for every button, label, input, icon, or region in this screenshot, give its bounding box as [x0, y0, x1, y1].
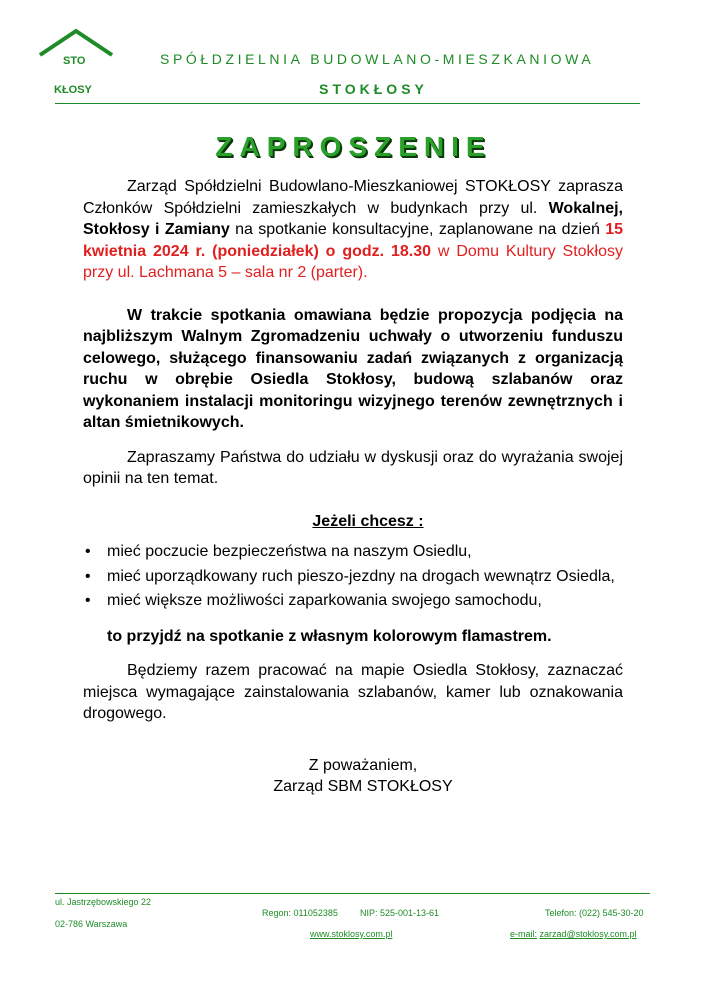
list-item: • mieć większe możliwości zaparkowania swojego samochodu, [83, 590, 623, 612]
list-item: • mieć poczucie bezpieczeństwa na naszym Osiedlu, [83, 541, 623, 563]
letter-body [83, 176, 623, 798]
header-divider [55, 103, 640, 104]
work-note-paragraph: Będziemy razem pracować na mapie Osiedla Stokłosy, zaznaczać miejsca wymagające zainstalowania szlabanów, kamer lub oznakowania drogowego. [83, 662, 623, 722]
meeting-date-time: 15 kwietnia 2024 r. (poniedziałek) o godz. 18.30 [83, 221, 624, 260]
footer-regon: Regon: 011052385 [262, 908, 338, 918]
invite-paragraph: Zapraszamy Państwa do udziału w dyskusji oraz do wyrażania swojej opinii na ten temat. [83, 448, 623, 487]
conditions-heading: Jeżeli chcesz : [312, 512, 424, 530]
signature-name: Zarząd SBM STOKŁOSY [273, 778, 453, 795]
intro-text-2: na spotkanie konsultacyjne, zaplanowane na dzień [229, 221, 606, 238]
document-title: ZAPROSZENIE [215, 131, 492, 162]
footer-email [510, 929, 637, 939]
footer-email-link[interactable]: zarzad@stoklosy.com.pl [539, 929, 637, 939]
footer-website-link[interactable]: www.stoklosy.com.pl [310, 929, 393, 939]
organization-short-name: STOKŁOSY [319, 81, 428, 97]
intro-paragraph [83, 176, 623, 284]
logo-text-bottom: KŁOSY [54, 84, 92, 96]
call-to-action: to przyjdź na spotkanie z własnym kolorowym flamastrem. [107, 627, 552, 645]
footer-divider [55, 893, 650, 894]
footer-phone: Telefon: (022) 545-30-20 [545, 908, 644, 918]
footer-email-label: e-mail: [510, 929, 538, 939]
topic-paragraph: W trakcie spotkania omawiana będzie propozycja podjęcia na najbliższym Walnym Zgromadzeniu uchwały o utworzeniu funduszu celowego, służącego finansowaniu zadań związanych z organizacją ruchu w obrębie Osiedla Stokłosy, budową szlabanów oraz wykonaniem instalacji monitoringu wizyjnego terenów zewnętrznych i altan śmietnikowych. [83, 306, 623, 431]
logo-text-top: STO [63, 55, 86, 67]
meeting-place: w Domu Kultury Stokłosy przy ul. Lachmana 5 – sala nr 2 (parter). [83, 242, 624, 281]
signature-closing: Z poważaniem, [308, 756, 418, 774]
footer-nip: NIP: 525-001-13-61 [360, 908, 440, 918]
intro-streets: Wokalnej, Stokłosy i Zamiany [83, 199, 623, 238]
conditions-list [83, 541, 623, 612]
organization-name: SPÓŁDZIELNIA BUDOWLANO-MIESZKANIOWA [160, 51, 595, 67]
list-item: • mieć uporządkowany ruch pieszo-jezdny na drogach wewnątrz Osiedla, [83, 566, 623, 588]
footer-postcode: 02-786 Warszawa [55, 919, 128, 929]
intro-text-1: Zarząd Spółdzielni Budowlano-Mieszkaniowej STOKŁOSY zaprasza Członków Spółdzielni zamieszkałych w budynkach przy ul. [83, 178, 623, 217]
footer-street: ul. Jastrzębowskiego 22 [55, 897, 152, 907]
